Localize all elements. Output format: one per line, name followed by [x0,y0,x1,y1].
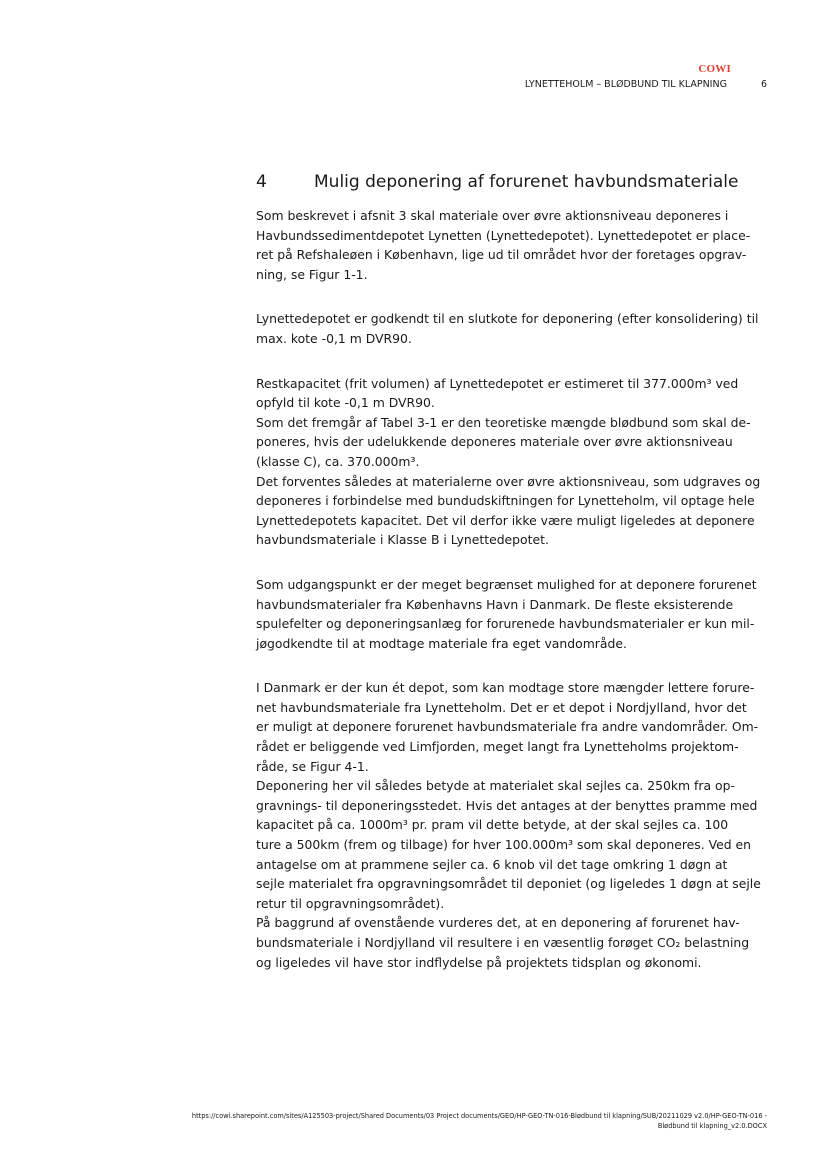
text-line: I Danmark er der kun ét depot, som kan modtage store mængder lettere forure- [256,680,755,696]
text-line: deponeres i forbindelse med bundudskiftningen for Lynetteholm, vil optage hele [256,493,755,509]
text-line: poneres, hvis der udelukkende deponeres materiale over øvre aktionsniveau [256,434,733,450]
text-line: og ligeledes vil have stor indflydelse på projektets tidsplan og økonomi. [256,954,702,970]
text-line: max. kote -0,1 m DVR90. [256,330,412,346]
text-line: Lynettedepotets kapacitet. Det vil derfor ikke være muligt ligeledes at deponere [256,512,755,528]
text-line: net havbundsmateriale fra Lynetteholm. Det er et depot i Nordjylland, hvor det [256,699,747,715]
text-line: (klasse C), ca. 370.000m³. [256,453,420,469]
text-line: råde, se Figur 4-1. [256,758,369,774]
text-line: jøgodkendte til at modtage materiale fra eget vandområde. [256,635,627,651]
document-title: LYNETTEHOLM – BLØDBUND TIL KLAPNING [524,79,727,90]
section-number: 4 [256,172,267,192]
text-line: er muligt at deponere forurenet havbundsmateriale fra andre vandområder. Om- [256,719,759,735]
text-line: Som det fremgår af Tabel 3-1 er den teoretiske mængde blødbund som skal de- [256,414,751,430]
text-line: antagelse om at prammene sejler ca. 6 knob vil det tage omkring 1 døgn at [256,856,728,872]
file-path-line: https://cowi.sharepoint.com/sites/A125503-project/Shared Documents/03 Project documents/GEO/HP-GEO-TN-016-Blødbund til klapning/SUB/20211029 v2.0/HP-GEO-TN-016 - [191,1112,767,1120]
text-line: havbundsmaterialer fra Københavns Havn i Danmark. De fleste eksisterende [256,596,734,612]
paragraph [256,374,776,550]
text-line: ning, se Figur 1-1. [256,266,368,282]
text-line: Lynettedepotet er godkendt til en slutkote for deponering (efter konsolidering) til [256,311,759,327]
running-header [525,79,767,90]
file-path-line: Blødbund til klapning_v2.0.DOCX [657,1122,767,1130]
text-line: havbundsmateriale i Klasse B i Lynettedepotet. [256,532,549,548]
text-line: rådet er beliggende ved Limfjorden, meget langt fra Lynetteholms projektom- [256,739,739,755]
text-line: spulefelter og deponeringsanlæg for forurenede havbundsmaterialer er kun mil- [256,616,755,632]
paragraph [256,206,776,284]
text-line: retur til opgravningsområdet). [256,895,445,911]
text-line: Det forventes således at materialerne over øvre aktionsniveau, som udgraves og [256,473,761,489]
paragraph [256,678,776,972]
page-body [256,172,776,997]
paragraph [256,575,776,653]
text-line: Deponering her vil således betyde at materialet skal sejles ca. 250km fra op- [256,778,735,794]
text-line: Restkapacitet (frit volumen) af Lynettedepotet er estimeret til 377.000m³ ved [256,375,739,391]
text-line: sejle materialet fra opgravningsområdet til deponiet (og ligeledes 1 døgn at sejle [256,876,761,892]
text-line: Havbundssedimentdepotet Lynetten (Lynettedepotet). Lynettedepotet er place- [256,227,751,243]
body-text [256,206,776,972]
text-line: ture a 500km (frem og tilbage) for hver 100.000m³ som skal deponeres. Ved en [256,837,752,853]
company-logo: COWI [698,63,731,75]
text-line: kapacitet på ca. 1000m³ pr. pram vil dette betyde, at der skal sejles ca. 100 [256,817,729,833]
text-line: Som udgangspunkt er der meget begrænset mulighed for at deponere forurenet [256,576,757,592]
text-line: ret på Refshaleøen i København, lige ud til området hvor der foretages opgrav- [256,247,747,263]
page-number: 6 [760,79,767,90]
file-path-footer [192,1111,767,1131]
text-line: Som beskrevet i afsnit 3 skal materiale over øvre aktionsniveau deponeres i [256,208,729,223]
text-line: bundsmateriale i Nordjylland vil resultere i en væsentlig forøget CO₂ belastning [256,935,750,950]
text-line: opfyld til kote -0,1 m DVR90. [256,395,435,411]
section-title: Mulig deponering af forurenet havbundsmateriale [314,172,739,192]
text-line: På baggrund af ovenstående vurderes det, at en deponering af forurenet hav- [256,915,740,931]
paragraph [256,309,776,348]
section-heading [256,172,776,192]
text-line: gravnings- til deponeringsstedet. Hvis det antages at der benyttes pramme med [256,797,758,813]
